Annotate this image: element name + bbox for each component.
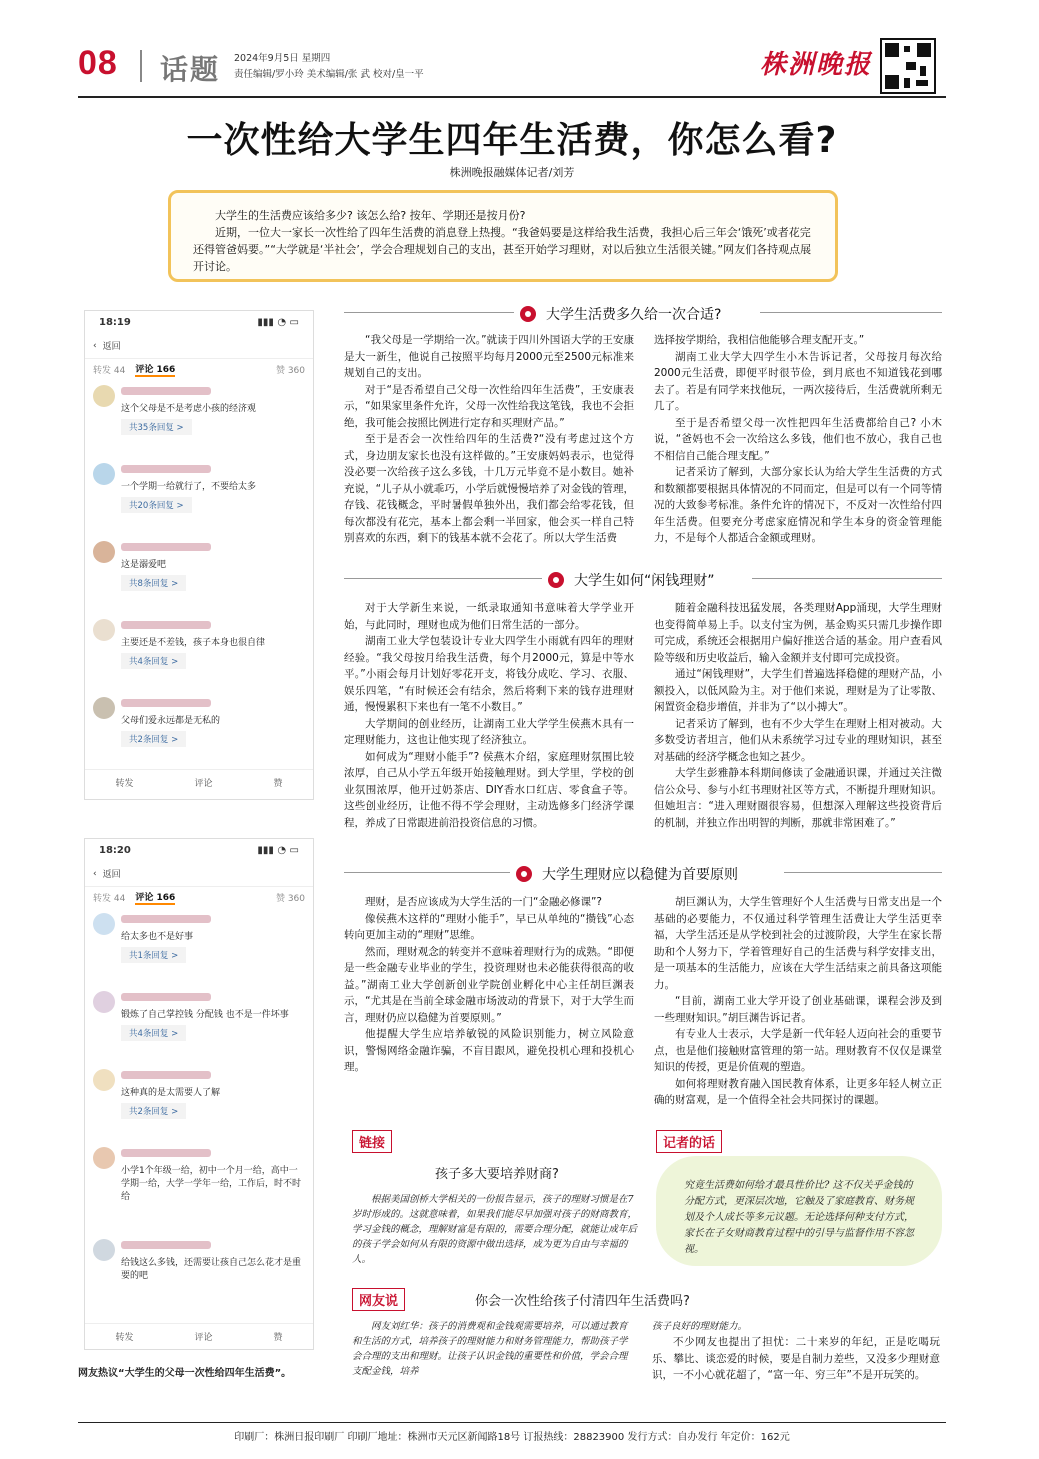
reply-count[interactable]: 共4条回复 > xyxy=(121,1025,186,1041)
comment-text: 这是溺爱吧 xyxy=(121,560,167,570)
avatar xyxy=(93,991,115,1013)
comment-text: 给钱这么多钱，还需要让孩自己怎么花才是重要的吧 xyxy=(121,1258,302,1281)
paragraph: 通过“闲钱理财”，大学生们普遍选择稳健的理财产品，小额投入，以低风险为主。对于他们来说，理财是为了让零散、闲置资金稳步增值，并非为了“以小搏大”。 xyxy=(654,668,942,713)
paragraph: 记者采访了解到，也有不少大学生在理财上相对被动。大多数受访者坦言，他们从未系统学习过专业的理财知识，甚至对基础的经济学概念也知之甚少。 xyxy=(654,717,942,763)
comment-text: 这种真的是太需要人了解 xyxy=(121,1088,221,1098)
photo-caption: 网友热议“大学生的父母一次性给四年生活费”。 xyxy=(78,1368,292,1379)
status-time: 18:20 xyxy=(99,844,131,856)
section-rule xyxy=(344,578,542,579)
blurred-username xyxy=(121,387,211,395)
blurred-username xyxy=(121,1071,211,1079)
section-bullet-icon xyxy=(520,306,536,322)
paragraph: 有专业人士表示，大学是新一代年轻人迈向社会的重要节点，也是他们接触财富管理的第一站。理财教育不仅仅是课堂知识的传授，更是价值观的塑造。 xyxy=(654,1028,942,1073)
avatar xyxy=(93,1239,115,1261)
comment-text: 一个学期一给就行了，不要给太多 xyxy=(121,482,257,492)
weibo-screenshot xyxy=(84,838,314,1350)
paragraph: 大学期间的创业经历，让湖南工业大学学生侯燕木具有一定理财能力，这也让他实现了经济独立。 xyxy=(344,717,634,746)
blurred-username xyxy=(121,465,211,473)
comment-item xyxy=(85,457,313,535)
comment-item xyxy=(85,1063,313,1141)
byline: 株洲晚报融媒体记者/刘芳 xyxy=(449,166,575,179)
paragraph: 他提醒大学生应培养敏锐的风险识别能力，树立风险意识，警惕网络金融诈骗，不盲目跟风，避免投机心理和投机心理。 xyxy=(344,1028,634,1073)
action-bar xyxy=(85,769,313,795)
section-bullet-icon xyxy=(516,866,532,882)
comment-button[interactable]: 评论 xyxy=(194,779,213,789)
reply-count[interactable]: 共8条回复 > xyxy=(121,575,186,591)
section-heading xyxy=(516,864,738,884)
paragraph: 不少网友也提出了担忧：二十来岁的年纪，正是吃喝玩乐、攀比、谈恋爱的时候，要是自制力差些，又没多少理财意识，一不小心就花超了，“富一年、穷三年”不是开玩笑的。 xyxy=(652,1336,940,1381)
article-column xyxy=(654,332,942,547)
avatar xyxy=(93,541,115,563)
intro-paragraph: 近期，一位大一家长一次性给了四年生活费的消息登上热搜。“我爸妈要是这样给我生活费，我担心后三年会‘饿死’或者花完还得管爸妈要。”“大学就是‘半社会’，学会合理规划自己的支出，甚至开始学习理财，对以后独立生活很关键。”网友们各持观点展开讨论。 xyxy=(193,226,812,273)
avatar xyxy=(93,1147,115,1169)
paragraph: 至于是否会一次性给四年的生活费?“没有考虑过这个方式，身边朋友家长也没有这样做的。”王安康妈妈表示，也觉得没必要一次给孩子这么多钱，十几万元毕竟不是小数目。她补充说，“儿子从小就乖巧，小学后就慢慢培养了对金钱的管理，存钱、花钱概念，平时暑假单独外出，我们都会给零花钱，但每次都没有花完，基本上都会剩一半回家，他会买一样自己特别喜欢的东西，剩下的钱基本就不会花了。所以大学生活费 xyxy=(344,433,634,544)
paragraph: 如何将理财教育融入国民教育体系，让更多年轻人树立正确的财富观，是一个值得全社会共同探讨的课题。 xyxy=(654,1077,942,1106)
paragraph: 湖南工业大学大四学生小木告诉记者，父母按月每次给2000元生活费，即便平时很节俭，到月底也不知道钱花到哪去了。若是有同学来找他玩，一两次接待后，生活费就所剩无几了。 xyxy=(654,350,942,412)
page-number: 08 xyxy=(78,44,118,82)
repost-button[interactable]: 转发 xyxy=(115,779,134,789)
status-bar xyxy=(85,839,313,861)
blurred-username xyxy=(121,1149,211,1157)
reply-count[interactable]: 共2条回复 > xyxy=(121,731,186,747)
back-icon[interactable]: ‹ xyxy=(93,340,97,351)
header-rule xyxy=(78,96,946,98)
comment-item xyxy=(85,535,313,613)
comment-item xyxy=(85,1141,313,1233)
avatar xyxy=(93,463,115,485)
back-label[interactable]: 返回 xyxy=(102,342,121,352)
reply-count[interactable]: 共1条回复 > xyxy=(121,947,186,963)
blurred-username xyxy=(121,915,211,923)
comment-item xyxy=(85,1233,313,1311)
section-rule xyxy=(344,872,510,873)
comment-text: 父母们爱永远都是无私的 xyxy=(121,716,221,726)
status-time: 18:19 xyxy=(99,316,131,328)
tab-likes[interactable]: 赞 360 xyxy=(275,365,305,376)
like-button[interactable]: 赞 xyxy=(273,1333,283,1343)
comment-text: 小学1个年级一给，初中一个月一给，高中一学期一给，大学一学年一给，工作后，时不时给 xyxy=(121,1166,302,1202)
reply-count[interactable]: 共4条回复 > xyxy=(121,653,186,669)
box-body: 根据美国创桥大学相关的一份报告显示，孩子的理财习惯是在7岁时形成的。这就意味着，如果我们能尽早加强对孩子的财商教育，学习金钱的概念，理解财富是有限的，需要合理分配，就能让成年后的孩子学会如何从有限的资源中做出选择，成为更为自由与幸福的人。 xyxy=(352,1194,638,1265)
article-column xyxy=(654,600,942,831)
nav-bar xyxy=(85,333,313,359)
comment-item xyxy=(85,613,313,691)
status-bar xyxy=(85,311,313,333)
tab-comments[interactable]: 评论 166 xyxy=(135,362,175,377)
tab-likes[interactable]: 赞 360 xyxy=(275,893,305,904)
action-bar xyxy=(85,1323,313,1349)
box-tag: 链接 xyxy=(352,1130,392,1153)
comment-item xyxy=(85,379,313,457)
blurred-username xyxy=(121,1241,211,1249)
issue-date: 2024年9月5日 星期四 xyxy=(234,53,331,64)
comment-text: 主要还是不差钱，孩子本身也很自律 xyxy=(121,638,266,648)
reply-count[interactable]: 共20条回复 > xyxy=(121,497,192,513)
repost-button[interactable]: 转发 xyxy=(115,1333,134,1343)
comment-tabs xyxy=(85,359,313,379)
comment-tabs xyxy=(85,887,313,907)
like-button[interactable]: 赞 xyxy=(273,779,283,789)
page-headline: 一次性给大学生四年生活费，你怎么看? xyxy=(186,120,838,161)
footer-rule xyxy=(78,1422,946,1423)
section-name: 话题 xyxy=(160,53,221,86)
header-divider xyxy=(140,50,142,82)
box-title: 你会一次性给孩子付清四年生活费吗? xyxy=(475,1294,690,1309)
paragraph: 对于大学新生来说，一纸录取通知书意味着大学学业开始，与此同时，理财也成为他们日常生活的一部分。 xyxy=(344,602,634,631)
tab-repost[interactable]: 转发 44 xyxy=(93,893,126,904)
reply-count[interactable]: 共35条回复 > xyxy=(121,419,192,435)
comment-text: 这个父母是不是考虑小孩的经济观 xyxy=(121,404,257,414)
paragraph: 记者采访了解到，大部分家长认为给大学生生活费的方式和数额都要根据具体情况的不同而定，但是可以有一个同等情况的大致参考标准。条件允许的情况下，不反对一次性给付四年生活费。但要充分考虑家庭情况和学生本身的资金管理能力，不是每个人都适合金额或理财。 xyxy=(654,466,942,544)
blurred-username xyxy=(121,621,211,629)
masthead-logo: 株洲晚报 xyxy=(760,50,873,80)
section-rule xyxy=(784,872,942,873)
avatar xyxy=(93,697,115,719)
tab-comments[interactable]: 评论 166 xyxy=(135,890,175,905)
comment-item xyxy=(85,691,313,769)
paragraph: 大学生彭雅静本科期间修读了金融通识课，并通过关注微信公众号、参与小红书理财社区等方式，不断提升理财知识。但她坦言：“进入理财圈很容易，但想深入理解这些投资背后的机制，并独立作出明智的判断，那就非常困难了。” xyxy=(654,767,942,829)
avatar xyxy=(93,385,115,407)
paragraph: 胡巨渊认为，大学生管理好个人生活费与日常支出是一个基础的必要能力，不仅通过科学管理生活费让大学生活更幸福，大学生活还是从学校到社会的过渡阶段，大学生在家长帮助和个人努力下，学着管理好自己的生活费与科学安排支出，是一项基本的生活能力，应该在大学生活结束之前具备这项能力。 xyxy=(654,896,942,991)
blurred-username xyxy=(121,993,211,1001)
paragraph: 如何成为“理财小能手”? 侯燕木介绍，家庭理财氛围比较浓厚，自己从小学五年级开始接触理财。到大学里，学校的创业氛围浓厚，他开过奶茶店、DIY香水口红店、零食盒子等。这些创业经历，让他不得不学会理财，主动选修多门经济学课程，养成了日常跟进前沿投资信息的习惯。 xyxy=(344,750,634,829)
paragraph: 像侯燕木这样的“理财小能手”，早已从单纯的“攒钱”心态转向更加主动的“理财”思维。 xyxy=(344,912,634,941)
article-column xyxy=(654,894,942,1109)
paragraph: 对于“是否希望自己父母一次性给四年生活费”，王安康表示，“如果家里条件允许，父母一次性给我这笔钱，我也不会拒绝，我可能会按照比例进行定存和买理财产品。” xyxy=(344,383,634,429)
reply-count[interactable]: 共2条回复 > xyxy=(121,1103,186,1119)
avatar xyxy=(93,1069,115,1091)
blurred-username xyxy=(121,543,211,551)
box-tag: 网友说 xyxy=(352,1288,405,1311)
paragraph: “目前，湖南工业大学开设了创业基础课，课程会涉及到一些理财知识。”胡巨渊告诉记者。 xyxy=(654,995,942,1024)
back-label[interactable]: 返回 xyxy=(102,870,121,880)
box-body: 孩子良好的理财能力。 xyxy=(652,1321,748,1332)
intro-box xyxy=(168,190,838,282)
section-bullet-icon xyxy=(548,572,564,588)
print-info: 印刷厂：株洲日报印刷厂 印刷厂地址：株洲市天元区新闻路18号 订报热线：28823900 发行方式：自办发行 年定价：162元 xyxy=(234,1432,790,1443)
comment-item xyxy=(85,907,313,985)
paragraph: 然而，理财观念的转变并不意味着理财行为的成熟。“即便是一些金融专业毕业的学生，投资理财也未必能获得很高的收益。”湖南工业大学创新创业学院创业孵化中心主任胡巨渊表示，“尤其是在当前全球金融市场波动的背景下，对于大学生而言，理财仍应以稳健为首要原则。” xyxy=(344,945,634,1024)
paragraph: 湖南工业大学包装设计专业大四学生小雨就有四年的理财经验。“我父母按月给我生活费，每个月2000元，算是中等水平。”小雨会每月计划好零花开支，将钱分成吃、学习、衣服、娱乐四笔，“有时候还会有结余，然后将剩下来的钱存进理财通，慢慢累积下来也有一笔不小数目。” xyxy=(344,635,634,713)
section-rule xyxy=(760,312,942,313)
reporter-note-box xyxy=(656,1130,942,1255)
paragraph: 理财，是否应该成为大学生活的一门“金融必修课”? xyxy=(365,896,602,908)
sidebar-link-box xyxy=(352,1130,642,1300)
article-column xyxy=(344,894,634,1076)
nav-bar xyxy=(85,861,313,887)
section-heading xyxy=(548,570,715,590)
editor-credits: 责任编辑/罗小玲 美术编辑/张 武 校对/皇一平 xyxy=(234,69,424,80)
avatar xyxy=(93,619,115,641)
signal-icon: ▮▮▮ ◔ ▭ xyxy=(257,316,299,328)
comment-button[interactable]: 评论 xyxy=(194,1333,213,1343)
netizen-comments-box xyxy=(352,1288,942,1384)
box-body: 究竟生活费如何给才最具性价比? 这不仅关乎金钱的分配方式，更深层次地，它触及了家庭教育、财务规划及个人成长等多元议题。无论选择何种支付方式，家长在子女财商教育过程中的引导与监督作用不容忽视。 xyxy=(656,1156,942,1266)
article-column xyxy=(344,332,634,547)
qr-code-icon xyxy=(880,38,936,94)
box-tag: 记者的话 xyxy=(656,1130,722,1153)
box-body: 网友刘红华：孩子的消费观和金钱观需要培养，可以通过教育和生活的方式，培养孩子的理财能力和财务管理能力，帮助孩子学会合理的支出和理财。让孩子认识金钱的重要性和价值，学会合理支配金钱，培养 xyxy=(352,1321,628,1377)
section-heading xyxy=(520,304,721,324)
paragraph: 选择按学期给，我相信他能够合理支配开支。” xyxy=(654,334,865,346)
avatar xyxy=(93,913,115,935)
signal-icon: ▮▮▮ ◔ ▭ xyxy=(257,844,299,856)
comment-text: 锻炼了自己掌控钱 分配钱 也不是一件坏事 xyxy=(121,1010,289,1020)
paragraph: 随着金融科技迅猛发展，各类理财App涌现，大学生理财也变得简单易上手。以支付宝为例，基金购买只需几步操作即可完成，系统还会根据用户偏好推送合适的基金。用户查看风险等级和历史收益后，输入金额并支付即可完成投资。 xyxy=(654,602,942,664)
section-title: 大学生活费多久给一次合适? xyxy=(546,307,722,323)
paragraph: “我父母是一学期给一次。”就读于四川外国语大学的王安康是大一新生，他说自己按照平均每月2000元至2500元标准来规划自己的支出。 xyxy=(344,334,634,379)
box-title: 孩子多大要培养财商? xyxy=(435,1167,559,1182)
intro-paragraph: 大学生的生活费应该给多少? 该怎么给? 按年、学期还是按月份? xyxy=(215,209,526,222)
weibo-screenshot xyxy=(84,310,314,800)
section-title: 大学生如何“闲钱理财” xyxy=(574,573,715,589)
section-title: 大学生理财应以稳健为首要原则 xyxy=(542,867,738,883)
article-column xyxy=(344,600,634,831)
tab-repost[interactable]: 转发 44 xyxy=(93,365,126,376)
comment-text: 给太多也不是好事 xyxy=(121,932,194,942)
blurred-username xyxy=(121,699,211,707)
section-rule xyxy=(344,312,514,313)
back-icon[interactable]: ‹ xyxy=(93,868,97,879)
comment-item xyxy=(85,985,313,1063)
paragraph: 至于是否希望父母一次性把四年生活费都给自己? 小木说，“爸妈也不会一次给这么多钱，他们也不放心，我自己也不相信自己能合理支配。” xyxy=(654,416,942,462)
section-rule xyxy=(752,578,942,579)
